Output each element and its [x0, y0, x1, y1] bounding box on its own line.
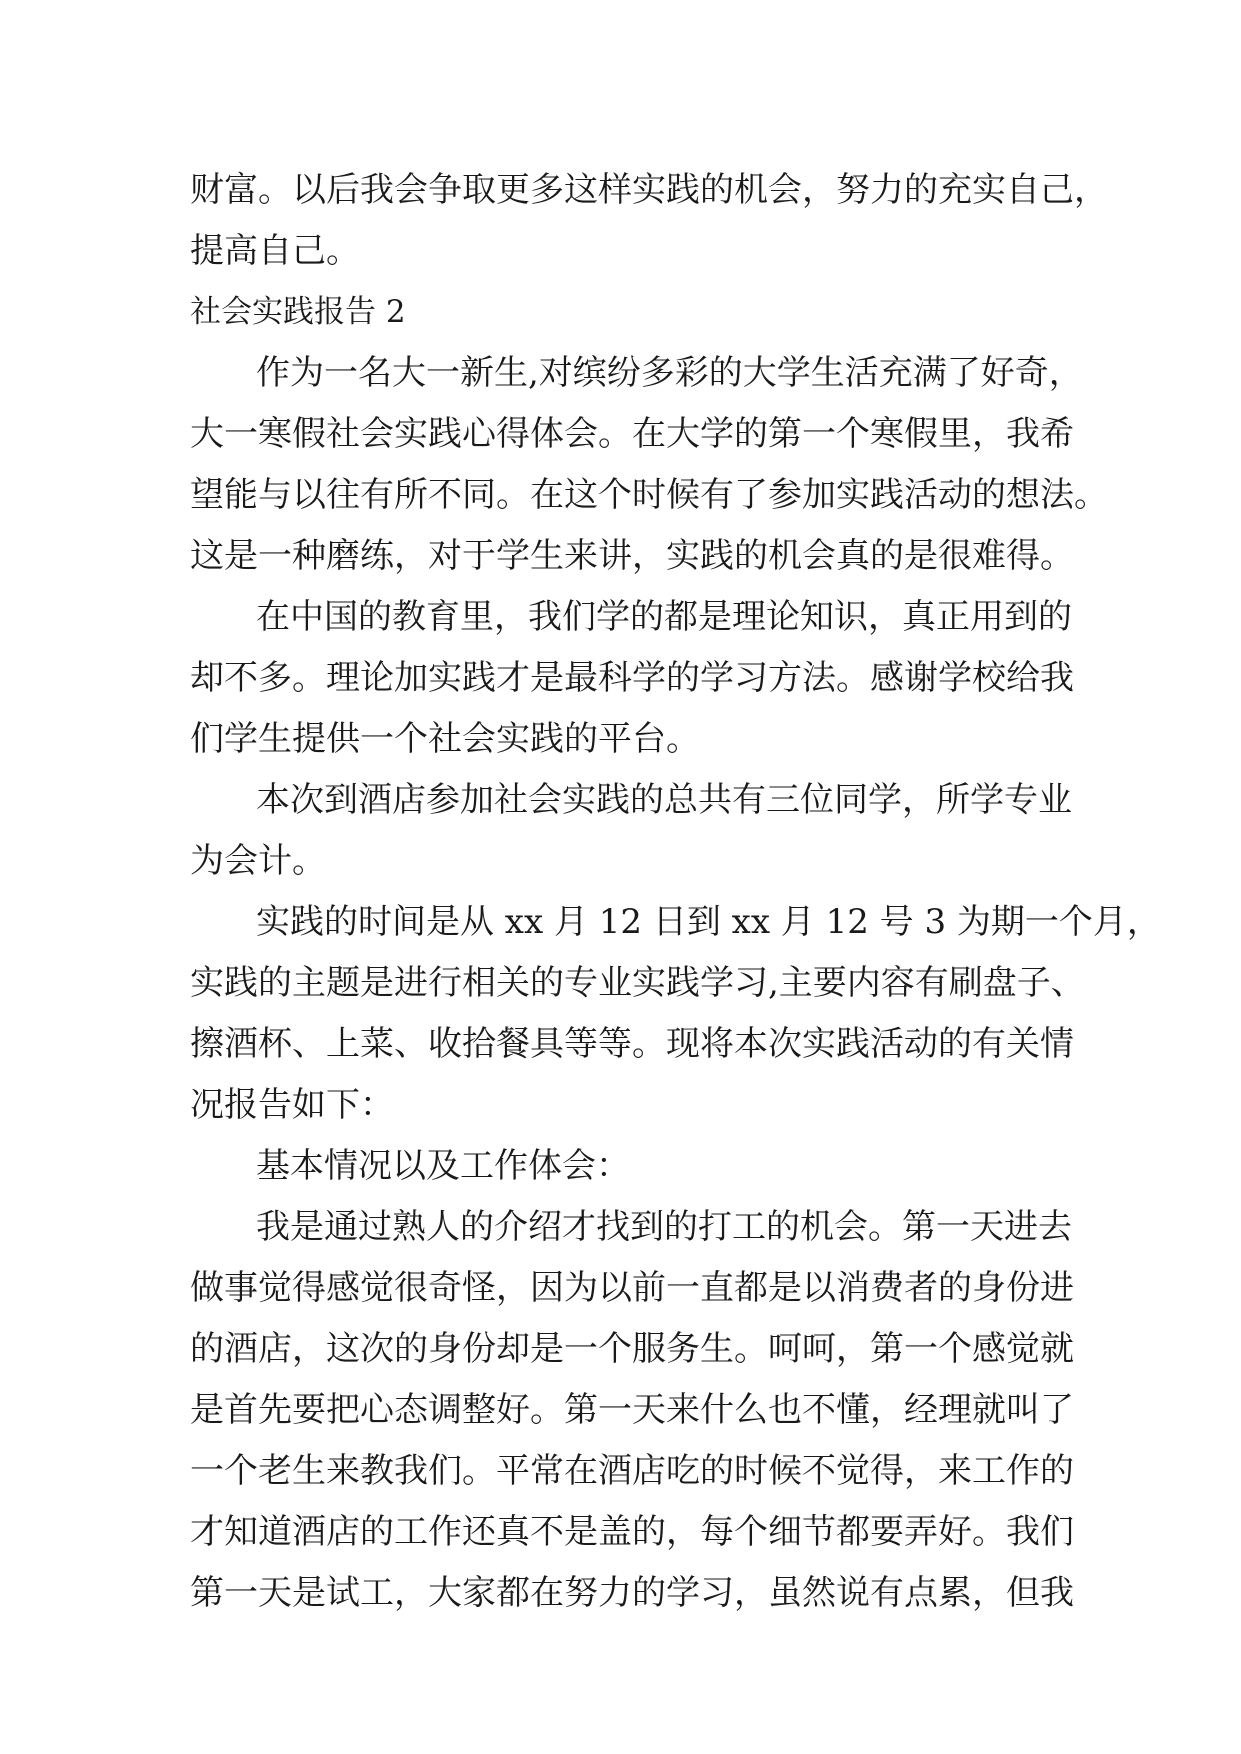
text-line: 才知道酒店的工作还真不是盖的，每个细节都要弄好。我们	[190, 1512, 1074, 1552]
text-line: 们学生提供一个社会实践的平台。	[190, 719, 700, 759]
text-line: 这是一种磨练，对于学生来讲，实践的机会真的是很难得。	[190, 536, 1074, 576]
text-line: 一个老生来教我们。平常在酒店吃的时候不觉得，来工作的	[190, 1451, 1074, 1491]
paragraph-first-line: 我是通过熟人的介绍才找到的打工的机会。第一天进去	[256, 1207, 1072, 1247]
text-line: 擦酒杯、上菜、收拾餐具等等。现将本次实践活动的有关情	[190, 1024, 1074, 1064]
text-line: 况报告如下：	[190, 1085, 394, 1125]
text-line: 的酒店，这次的身份却是一个服务生。呵呵，第一个感觉就	[190, 1329, 1074, 1369]
text-line: 第一天是试工，大家都在努力的学习，虽然说有点累，但我	[190, 1573, 1074, 1613]
text-line: 是首先要把心态调整好。第一天来什么也不懂，经理就叫了	[190, 1390, 1074, 1430]
text-line: 提高自己。	[190, 231, 360, 271]
text-line: 望能与以往有所不同。在这个时候有了参加实践活动的想法。	[190, 475, 1108, 515]
paragraph-first-line: 基本情况以及工作体会：	[256, 1146, 630, 1186]
section-title: 社会实践报告 2	[190, 294, 406, 330]
text-line: 大一寒假社会实践心得体会。在大学的第一个寒假里，我希	[190, 414, 1074, 454]
paragraph-first-line: 作为一名大一新生,对缤纷多彩的大学生活充满了好奇，	[256, 353, 1083, 393]
text-line: 为会计。	[190, 841, 326, 881]
text-line: 却不多。理论加实践才是最科学的学习方法。感谢学校给我	[190, 658, 1074, 698]
document-page	[190, 160, 1161, 1624]
text-line: 实践的主题是进行相关的专业实践学习,主要内容有刷盘子、	[190, 963, 1085, 1003]
paragraph-first-line: 在中国的教育里，我们学的都是理论知识，真正用到的	[256, 597, 1072, 637]
text-line: 财富。以后我会争取更多这样实践的机会，努力的充实自己，	[190, 170, 1108, 210]
text-line: 做事觉得感觉很奇怪，因为以前一直都是以消费者的身份进	[190, 1268, 1074, 1308]
paragraph-first-line: 本次到酒店参加社会实践的总共有三位同学，所学专业	[256, 780, 1072, 820]
paragraph-first-line: 实践的时间是从 xx 月 12 日到 xx 月 12 号 3 为期一个月，	[256, 902, 1161, 942]
